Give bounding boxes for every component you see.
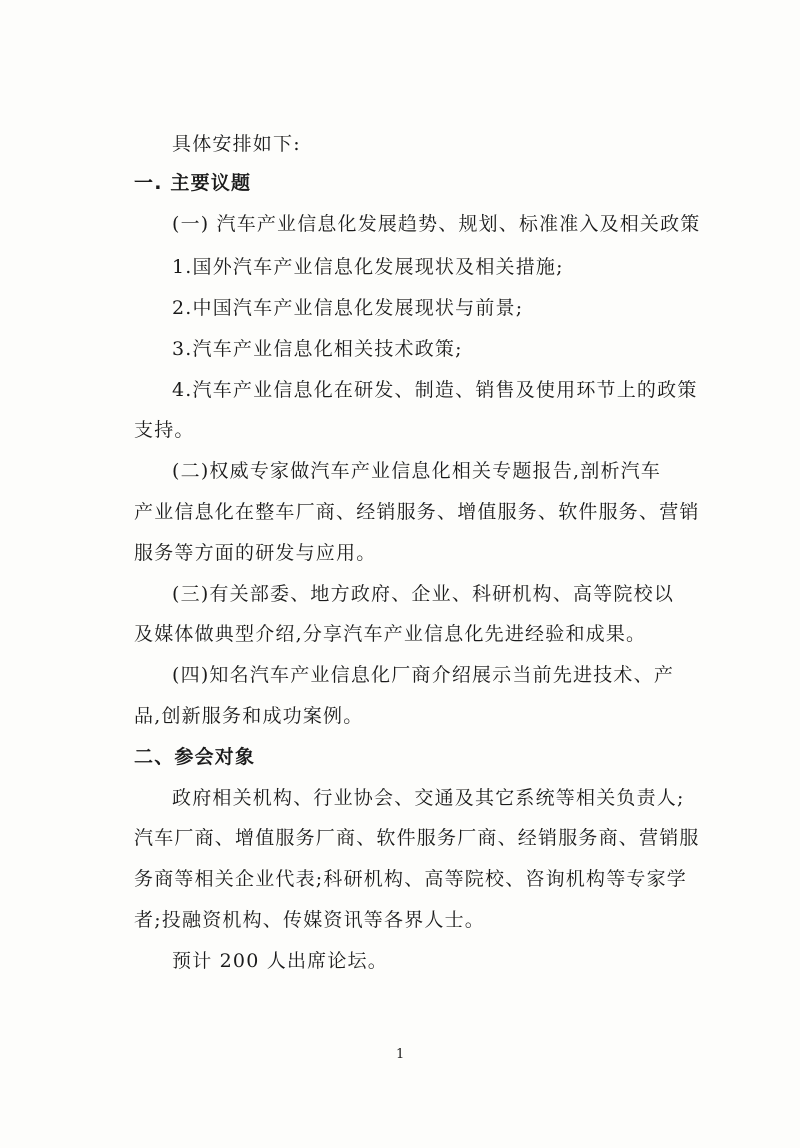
attendees-line-3: 务商等相关企业代表;科研机构、高等院校、咨询机构等专家学 [134, 868, 688, 890]
topic-1-point-2: 2.中国汽车产业信息化发展现状与前景; [172, 297, 524, 319]
attendees-line-2: 汽车厂商、增值服务厂商、软件服务厂商、经销服务商、营销服 [134, 827, 700, 849]
intro-text: 具体安排如下: [172, 133, 301, 155]
topic-1-point-4: 4.汽车产业信息化在研发、制造、销售及使用环节上的政策 [172, 379, 698, 401]
attendees-line-4: 者;投融资机构、传媒资讯等各界人士。 [134, 909, 486, 931]
topic-1-point-4-continued: 支持。 [134, 419, 195, 441]
topic-1-point-3: 3.汽车产业信息化相关技术政策; [172, 338, 463, 360]
page-number: 1 [396, 1047, 405, 1062]
topic-2-line-1: (二)权威专家做汽车产业信息化相关专题报告,剖析汽车 [172, 460, 662, 482]
topic-1-heading: (一) 汽车产业信息化发展趋势、规划、标准准入及相关政策 [172, 213, 701, 235]
attendance-estimate: 预计 200 人出席论坛。 [172, 950, 388, 972]
topic-4-line-2: 品,创新服务和成功案例。 [134, 705, 364, 727]
topic-3-line-2: 及媒体做典型介绍,分享汽车产业信息化先进经验和成果。 [134, 623, 647, 645]
topic-1-point-1: 1.国外汽车产业信息化发展现状及相关措施; [172, 256, 564, 278]
section-2-title: 二、参会对象 [134, 746, 256, 768]
attendees-line-1: 政府相关机构、行业协会、交通及其它系统等相关负责人; [172, 787, 685, 809]
topic-2-line-3: 服务等方面的研发与应用。 [134, 542, 377, 564]
topic-3-line-1: (三)有关部委、地方政府、企业、科研机构、高等院校以 [172, 583, 675, 605]
topic-2-line-2: 产业信息化在整车厂商、经销服务、增值服务、软件服务、营销 [134, 501, 700, 523]
section-1-title: 一. 主要议题 [134, 172, 252, 194]
topic-4-line-1: (四)知名汽车产业信息化厂商介绍展示当前先进技术、产 [172, 664, 675, 686]
